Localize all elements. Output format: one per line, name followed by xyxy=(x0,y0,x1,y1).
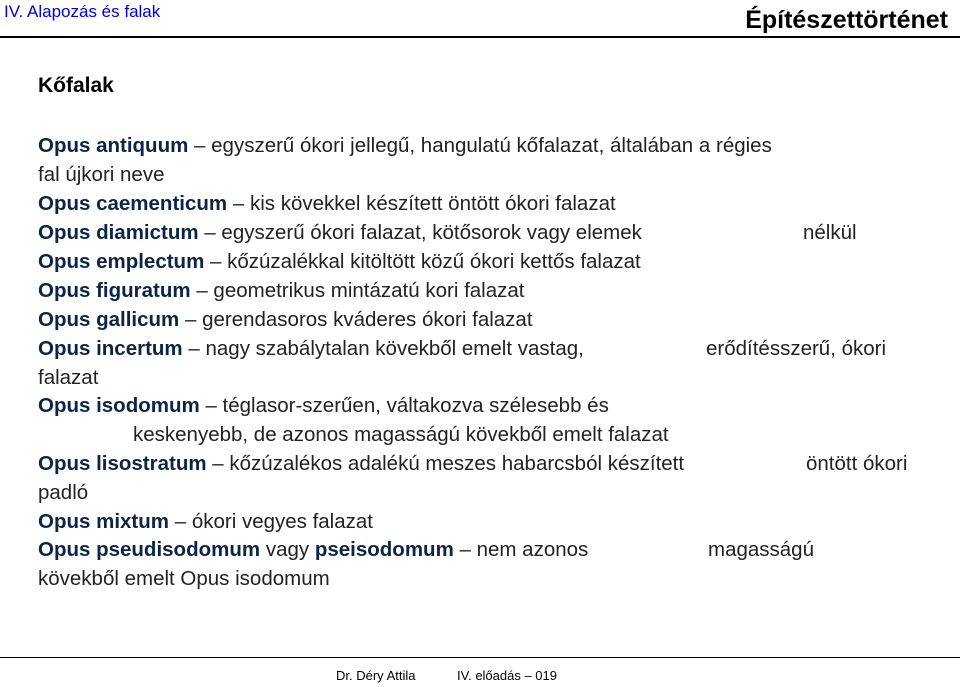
footer-lecture: IV. előadás – 019 xyxy=(457,668,557,683)
definition-continued: keskenyebb, de azonos magasságú kövekből emelt falazat xyxy=(133,423,669,446)
dash: – xyxy=(205,394,217,417)
entry-lisostratum-end xyxy=(806,452,907,476)
term: Opus diamictum xyxy=(38,221,199,244)
dash: – xyxy=(212,452,224,475)
footer-author: Dr. Déry Attila xyxy=(336,668,416,683)
dash: – xyxy=(459,538,471,561)
entry-lisostratum xyxy=(38,452,684,476)
definition-end: nélkül xyxy=(803,221,857,244)
definition: egyszerű ókori falazat, kötősorok vagy elemek xyxy=(221,221,642,244)
entry-incertum-continued xyxy=(38,366,98,390)
entry-pseudisodomum-end xyxy=(708,538,814,562)
entry-antiquum xyxy=(38,134,772,158)
entry-isodomum xyxy=(38,394,609,418)
term: Opus antiquum xyxy=(38,134,189,157)
definition: téglasor-szerűen, váltakozva szélesebb és xyxy=(222,394,609,417)
entry-mixtum xyxy=(38,510,373,534)
dash: – xyxy=(196,279,208,302)
definition-end: öntött ókori xyxy=(806,452,908,475)
entry-incertum-end xyxy=(706,337,886,361)
definition: gerendasoros kváderes ókori falazat xyxy=(202,308,533,331)
definition-continued: padló xyxy=(38,481,89,504)
dash: – xyxy=(194,134,206,157)
definition: kis kövekkel készített öntött ókori falazat xyxy=(249,192,616,215)
section-title: Kőfalak xyxy=(38,74,114,97)
entry-diamictum-end xyxy=(803,221,857,245)
definition: ókori vegyes falazat xyxy=(191,510,373,533)
course-title: Építészettörténet xyxy=(745,6,948,34)
term-alternate: pseisodomum xyxy=(314,538,454,561)
entry-incertum xyxy=(38,337,584,361)
entry-isodomum-continued xyxy=(133,423,669,447)
footer-divider xyxy=(0,657,960,658)
entry-figuratum xyxy=(38,279,524,303)
term: Opus emplectum xyxy=(38,250,205,273)
entry-antiquum-continued xyxy=(38,163,164,187)
term: Opus figuratum xyxy=(38,279,191,302)
entry-caementicum xyxy=(38,192,616,216)
definition: nem azonos xyxy=(476,538,589,561)
term: Opus mixtum xyxy=(38,510,169,533)
definition: egyszerű ókori jellegű, hangulatú kőfalazat, általában a régies xyxy=(211,134,772,157)
definition: kőzúzalékos adalékú meszes habarcsból készített xyxy=(229,452,685,475)
term: Opus lisostratum xyxy=(38,452,207,475)
definition-end: magasságú xyxy=(708,538,814,561)
term: Opus caementicum xyxy=(38,192,228,215)
header-divider xyxy=(0,36,960,38)
definition: nagy szabálytalan kövekből emelt vastag, xyxy=(205,337,584,360)
dash: – xyxy=(232,192,245,215)
definition-end: erődítésszerű, ókori xyxy=(706,337,887,360)
definition: geometrikus mintázatú kori falazat xyxy=(213,279,525,302)
term: Opus pseudisodomum xyxy=(38,538,261,561)
term: Opus gallicum xyxy=(38,308,180,331)
entry-pseudisodomum-continued xyxy=(38,567,330,591)
entry-diamictum xyxy=(38,221,642,245)
dash: – xyxy=(204,221,216,244)
definition-continued: kövekből emelt Opus isodomum xyxy=(38,567,330,590)
dash: – xyxy=(174,510,187,533)
definition: kőzúzalékkal kitöltött közű ókori kettős falazat xyxy=(227,250,641,273)
dash: – xyxy=(184,308,197,331)
connector: vagy xyxy=(265,538,310,561)
definition-continued: falazat xyxy=(38,366,99,389)
term: Opus isodomum xyxy=(38,394,200,417)
entry-lisostratum-continued xyxy=(38,481,88,505)
definition-continued: fal újkori neve xyxy=(38,163,165,186)
entry-pseudisodomum xyxy=(38,538,588,562)
dash: – xyxy=(188,337,200,360)
entry-emplectum xyxy=(38,250,641,274)
entry-gallicum xyxy=(38,308,533,332)
dash: – xyxy=(210,250,222,273)
term: Opus incertum xyxy=(38,337,183,360)
chapter-title: IV. Alapozás és falak xyxy=(4,2,161,21)
